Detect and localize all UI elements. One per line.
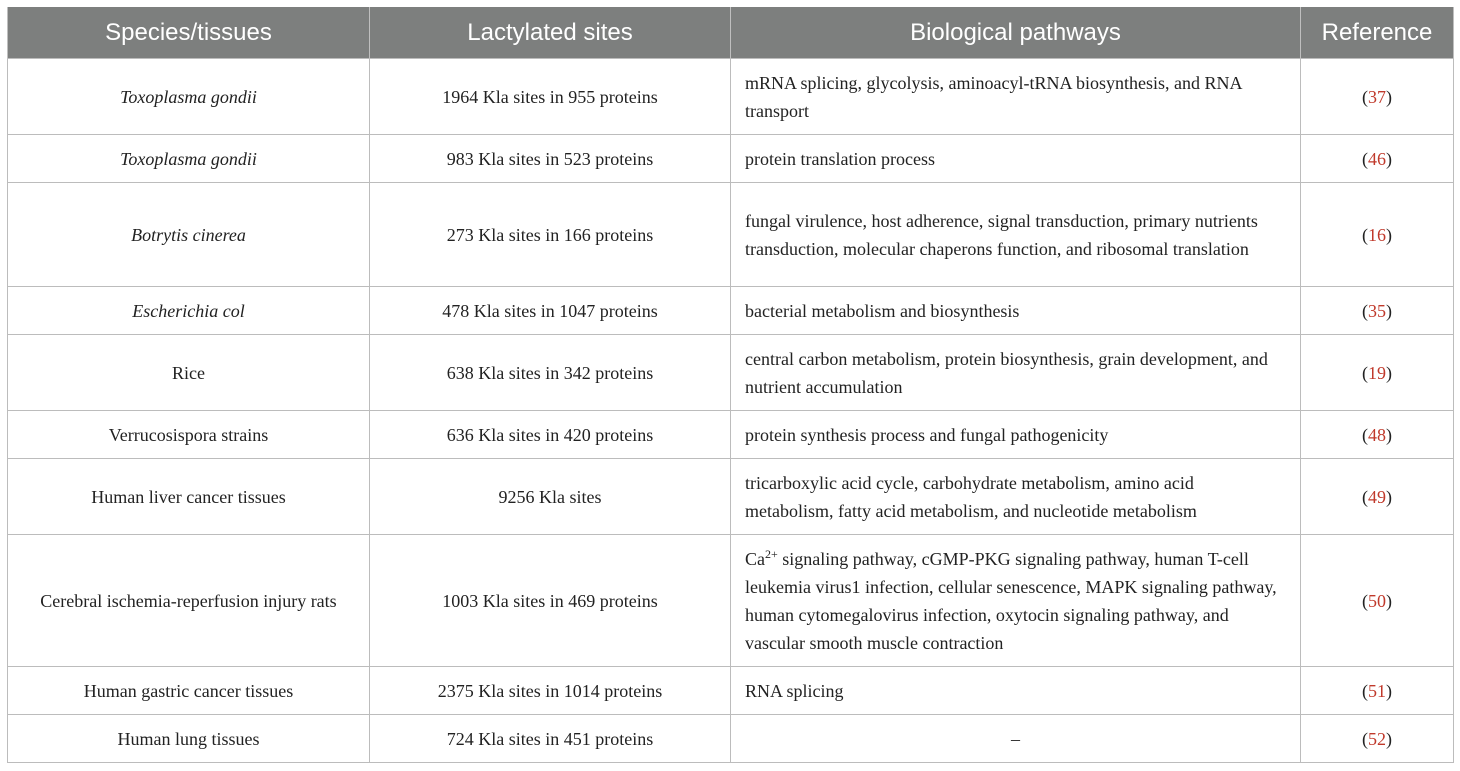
sites-cell: 9256 Kla sites [370, 459, 731, 535]
table-row [8, 411, 1454, 459]
pathways-cell: mRNA splicing, glycolysis, aminoacyl-tRNA biosynthesis, and RNA transport [731, 59, 1301, 135]
reference-link[interactable]: 37 [1368, 86, 1386, 107]
reference-link[interactable]: 19 [1368, 362, 1386, 383]
ref-close: ) [1386, 680, 1392, 701]
species-cell: Toxoplasma gondii [8, 59, 370, 135]
pathways-text: signaling pathway, cGMP-PKG signaling pathway, human T-cell leukemia virus1 infection, cellular senescence, MAPK signaling pathway, human cytomegalovirus infection, oxytocin signaling pathway, and vascular smooth muscle contraction [745, 548, 1277, 653]
reference-cell [1301, 667, 1454, 715]
ref-close: ) [1386, 362, 1392, 383]
reference-link[interactable]: 48 [1368, 424, 1386, 445]
reference-link[interactable]: 35 [1368, 300, 1386, 321]
species-cell: Botrytis cinerea [8, 183, 370, 287]
species-cell: Human lung tissues [8, 715, 370, 763]
ref-open: ( [1362, 486, 1368, 507]
table-row [8, 183, 1454, 287]
pathways-cell: tricarboxylic acid cycle, carbohydrate metabolism, amino acid metabolism, fatty acid metabolism, and nucleotide metabolism [731, 459, 1301, 535]
pathways-cell: – [731, 715, 1301, 763]
reference-cell [1301, 335, 1454, 411]
reference-link[interactable]: 50 [1368, 590, 1386, 611]
reference-cell [1301, 411, 1454, 459]
ref-open: ( [1362, 86, 1368, 107]
pathways-prefix: Ca [745, 548, 765, 569]
ref-open: ( [1362, 224, 1368, 245]
sites-cell: 983 Kla sites in 523 proteins [370, 135, 731, 183]
ref-close: ) [1386, 300, 1392, 321]
species-cell: Human gastric cancer tissues [8, 667, 370, 715]
reference-link[interactable]: 16 [1368, 224, 1386, 245]
reference-cell [1301, 715, 1454, 763]
ref-close: ) [1386, 728, 1392, 749]
sites-cell: 636 Kla sites in 420 proteins [370, 411, 731, 459]
pathways-cell: central carbon metabolism, protein biosynthesis, grain development, and nutrient accumulation [731, 335, 1301, 411]
ref-open: ( [1362, 680, 1368, 701]
reference-cell [1301, 535, 1454, 667]
table-row [8, 715, 1454, 763]
pathways-cell [731, 535, 1301, 667]
reference-link[interactable]: 52 [1368, 728, 1386, 749]
table-header [8, 7, 1454, 59]
reference-link[interactable]: 46 [1368, 148, 1386, 169]
ref-close: ) [1386, 486, 1392, 507]
species-cell: Human liver cancer tissues [8, 459, 370, 535]
header-biological-pathways: Biological pathways [731, 7, 1301, 59]
table-row [8, 135, 1454, 183]
ref-close: ) [1386, 148, 1392, 169]
sites-cell: 1003 Kla sites in 469 proteins [370, 535, 731, 667]
sites-cell: 638 Kla sites in 342 proteins [370, 335, 731, 411]
reference-cell [1301, 287, 1454, 335]
header-row [8, 7, 1454, 59]
reference-cell [1301, 59, 1454, 135]
sites-cell: 724 Kla sites in 451 proteins [370, 715, 731, 763]
header-lactylated-sites: Lactylated sites [370, 7, 731, 59]
header-species: Species/tissues [8, 7, 370, 59]
species-cell: Toxoplasma gondii [8, 135, 370, 183]
ref-close: ) [1386, 590, 1392, 611]
reference-link[interactable]: 49 [1368, 486, 1386, 507]
species-cell: Verrucosispora strains [8, 411, 370, 459]
table-row [8, 59, 1454, 135]
pathways-cell: protein translation process [731, 135, 1301, 183]
reference-cell [1301, 183, 1454, 287]
sites-cell: 273 Kla sites in 166 proteins [370, 183, 731, 287]
sites-cell: 1964 Kla sites in 955 proteins [370, 59, 731, 135]
ref-close: ) [1386, 86, 1392, 107]
table-row [8, 287, 1454, 335]
ref-open: ( [1362, 362, 1368, 383]
sites-cell: 2375 Kla sites in 1014 proteins [370, 667, 731, 715]
lactylation-table [7, 7, 1454, 763]
ref-open: ( [1362, 590, 1368, 611]
table-container [7, 7, 1453, 763]
pathways-cell: bacterial metabolism and biosynthesis [731, 287, 1301, 335]
table-body [8, 59, 1454, 763]
species-cell: Escherichia col [8, 287, 370, 335]
ref-close: ) [1386, 424, 1392, 445]
reference-link[interactable]: 51 [1368, 680, 1386, 701]
ref-open: ( [1362, 424, 1368, 445]
pathways-cell: fungal virulence, host adherence, signal transduction, primary nutrients transduction, molecular chaperons function, and ribosomal translation [731, 183, 1301, 287]
table-row [8, 535, 1454, 667]
pathways-superscript: 2+ [765, 546, 778, 561]
reference-cell [1301, 459, 1454, 535]
reference-cell [1301, 135, 1454, 183]
ref-open: ( [1362, 300, 1368, 321]
species-cell: Cerebral ischemia-reperfusion injury rats [8, 535, 370, 667]
pathways-cell: RNA splicing [731, 667, 1301, 715]
ref-open: ( [1362, 728, 1368, 749]
table-row [8, 459, 1454, 535]
species-cell: Rice [8, 335, 370, 411]
ref-close: ) [1386, 224, 1392, 245]
header-reference: Reference [1301, 7, 1454, 59]
sites-cell: 478 Kla sites in 1047 proteins [370, 287, 731, 335]
pathways-cell: protein synthesis process and fungal pathogenicity [731, 411, 1301, 459]
ref-open: ( [1362, 148, 1368, 169]
table-row [8, 335, 1454, 411]
table-row [8, 667, 1454, 715]
